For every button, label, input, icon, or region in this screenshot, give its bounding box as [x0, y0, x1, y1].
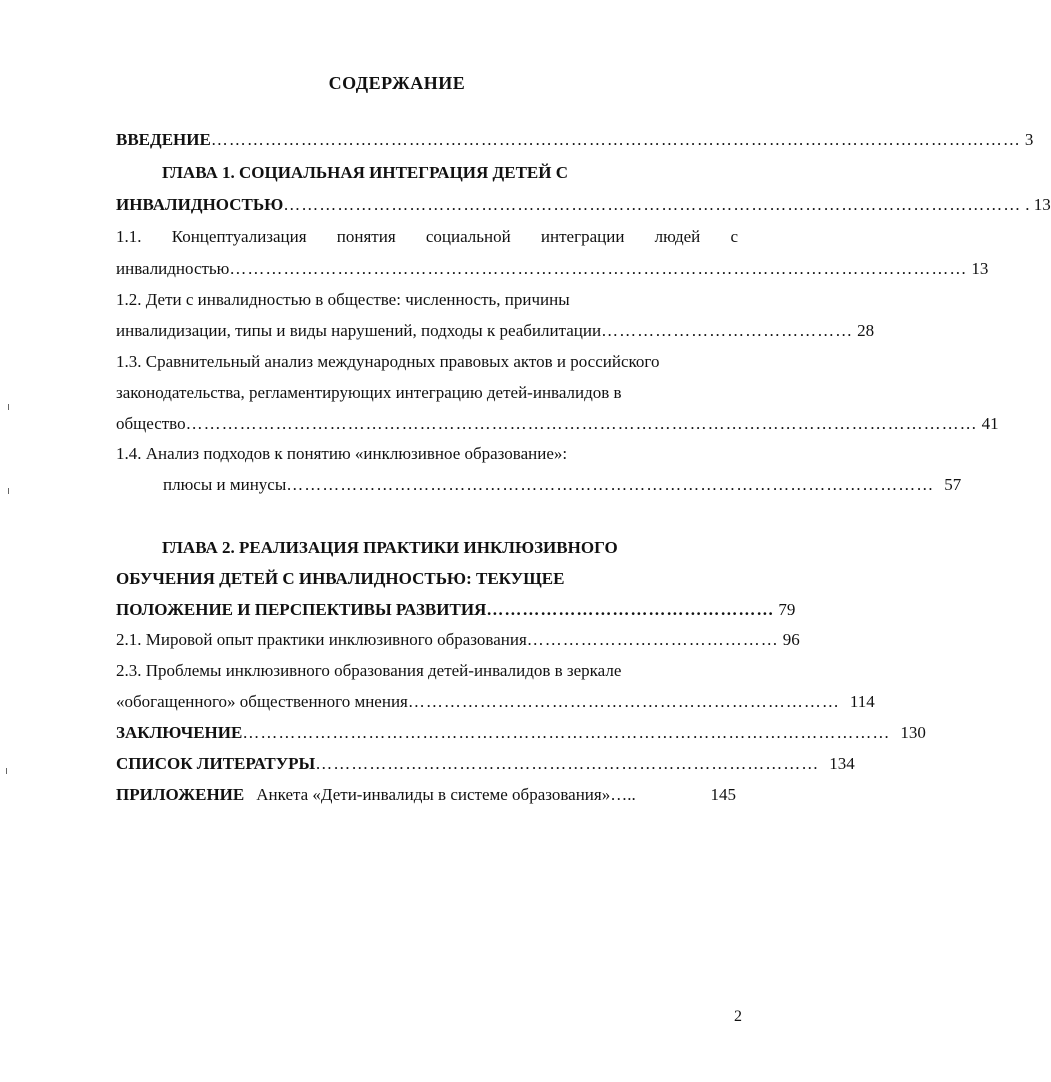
toc-intro[interactable]: ВВЕДЕНИЕ ……………………………………………………………………………………………………………………… 3 — [116, 130, 1034, 149]
toc-appendix-label: ПРИЛОЖЕНИЕ — [116, 785, 245, 804]
toc-2-3[interactable]: «обогащенного» общественного мнения ……………………………………………………………… 114 — [116, 692, 875, 711]
scan-mark — [8, 488, 9, 494]
toc-1-1-label: инвалидностью — [116, 259, 230, 278]
toc-chapter1-label: ИНВАЛИДНОСТЬЮ — [116, 195, 284, 214]
toc-2-3-line1: 2.3. Проблемы инклюзивного образования детей-инвалидов в зеркале — [116, 661, 622, 680]
toc-1-2-line1: 1.2. Дети с инвалидностью в обществе: численность, причины — [116, 290, 570, 309]
toc-1-4[interactable]: плюсы и минусы ……………………………………………………………………………………………… 57 — [163, 475, 962, 494]
page-title: СОДЕРЖАНИЕ — [328, 73, 466, 93]
toc-chapter2-label: ПОЛОЖЕНИЕ И ПЕРСПЕКТИВЫ РАЗВИТИЯ — [116, 600, 487, 619]
toc-conclusion-label: ЗАКЛЮЧЕНИЕ — [116, 723, 243, 742]
toc-references-page: 134 — [829, 754, 855, 773]
toc-1-1[interactable]: инвалидностью …………………………………………………………………………………………………………… 13 — [116, 259, 989, 278]
toc-2-1-page: 96 — [782, 630, 800, 649]
toc-2-3-label: «обогащенного» общественного мнения — [116, 692, 408, 711]
toc-references[interactable]: СПИСОК ЛИТЕРАТУРЫ ………………………………………………………………………… 134 — [116, 754, 855, 773]
toc-1-4-line1: 1.4. Анализ подходов к понятию «инклюзивное образование»: — [116, 444, 568, 463]
toc-1-3-line1: 1.3. Сравнительный анализ международных правовых актов и российского — [116, 352, 660, 371]
toc-1-3-page: 41 — [981, 414, 999, 433]
toc-appendix-page: 145 — [710, 785, 736, 804]
toc-1-4-page: 57 — [944, 475, 962, 494]
toc-1-1-page: 13 — [971, 259, 989, 278]
toc-references-label: СПИСОК ЛИТЕРАТУРЫ — [116, 754, 316, 773]
toc-1-1-line1: 1.1. Концептуализация понятия социальной интеграции людей с — [116, 227, 738, 246]
toc-intro-label: ВВЕДЕНИЕ — [116, 130, 211, 149]
toc-1-4-label: плюсы и минусы — [163, 475, 287, 494]
toc-chapter1-line1: ГЛАВА 1. СОЦИАЛЬНАЯ ИНТЕГРАЦИЯ ДЕТЕЙ С — [162, 163, 569, 182]
page-number: 2 — [734, 1008, 742, 1025]
toc-1-3[interactable]: общество …………………………………………………………………………………………………………………… 41 — [116, 414, 999, 433]
toc-2-3-page: 114 — [849, 692, 875, 711]
toc-appendix[interactable] — [116, 784, 736, 806]
scan-mark — [8, 404, 9, 410]
toc-chapter2[interactable]: ПОЛОЖЕНИЕ И ПЕРСПЕКТИВЫ РАЗВИТИЯ ………………………………………… 79 — [116, 600, 796, 619]
toc-1-2[interactable]: инвалидизации, типы и виды нарушений, подходы к реабилитации …………………………………… 28 — [116, 321, 875, 340]
toc-2-1-label: 2.1. Мировой опыт практики инклюзивного образования — [116, 630, 527, 649]
toc-appendix-text: Анкета «Дети-инвалиды в системе образования»….. — [256, 785, 636, 804]
toc-intro-page: 3 — [1024, 130, 1034, 149]
toc-2-1[interactable]: 2.1. Мировой опыт практики инклюзивного образования …………………………………… 96 — [116, 630, 800, 649]
toc-chapter1-page: . 13 — [1025, 195, 1051, 214]
scan-mark — [6, 768, 7, 774]
toc-1-3-label: общество — [116, 414, 186, 433]
toc-1-2-label: инвалидизации, типы и виды нарушений, подходы к реабилитации — [116, 321, 602, 340]
toc-conclusion[interactable]: ЗАКЛЮЧЕНИЕ ……………………………………………………………………………………………… 130 — [116, 723, 926, 742]
toc-chapter2-line2: ОБУЧЕНИЯ ДЕТЕЙ С ИНВАЛИДНОСТЬЮ: ТЕКУЩЕЕ — [116, 569, 565, 588]
toc-chapter2-page: 79 — [778, 600, 796, 619]
toc-chapter2-line1: ГЛАВА 2. РЕАЛИЗАЦИЯ ПРАКТИКИ ИНКЛЮЗИВНОГО — [162, 538, 618, 557]
toc-1-3-line2: законодательства, регламентирующих интеграцию детей-инвалидов в — [116, 383, 622, 402]
toc-chapter1[interactable]: ИНВАЛИДНОСТЬЮ …………………………………………………………………………………………………………… . 13 — [116, 195, 1051, 214]
toc-conclusion-page: 130 — [900, 723, 926, 742]
toc-1-2-page: 28 — [857, 321, 875, 340]
